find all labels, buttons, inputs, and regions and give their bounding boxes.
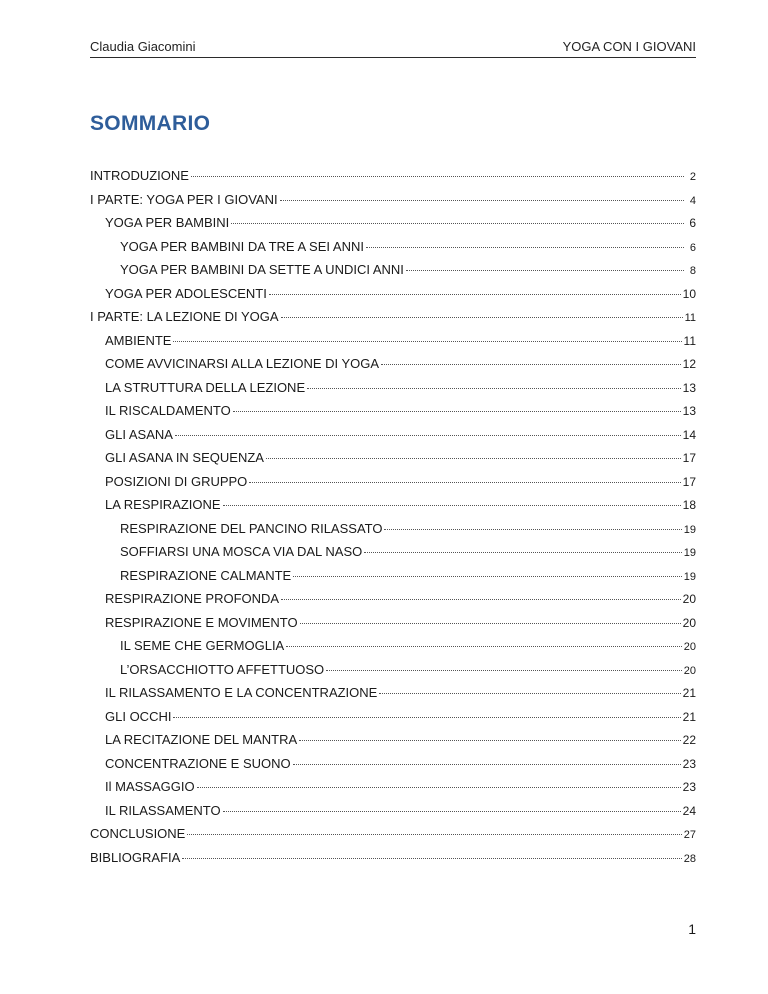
toc-entry[interactable] — [90, 239, 696, 263]
toc-dot-leader — [231, 223, 684, 224]
toc-entry-page: 17 — [682, 474, 696, 489]
toc-dot-leader — [269, 294, 681, 295]
toc-entry[interactable] — [90, 333, 696, 357]
toc-entry-page: 6 — [689, 216, 696, 230]
toc-dot-leader — [187, 834, 681, 835]
toc-entry-page: 19 — [683, 570, 696, 583]
toc-entry[interactable] — [90, 544, 696, 568]
toc-entry-label: SOFFIARSI UNA MOSCA VIA DAL NASO — [120, 544, 363, 559]
toc-entry-page: 28 — [683, 852, 696, 865]
toc-entry-page: 14 — [682, 427, 696, 442]
toc-entry[interactable] — [90, 309, 696, 333]
toc-dot-leader — [384, 529, 681, 530]
toc-dot-leader — [266, 458, 681, 459]
toc-entry[interactable] — [90, 262, 696, 286]
toc-entry-label: LA RESPIRAZIONE — [105, 497, 221, 512]
toc-entry-label: Il MASSAGGIO — [105, 779, 195, 794]
toc-entry[interactable] — [90, 192, 696, 216]
toc-dot-leader — [293, 576, 682, 577]
toc-entry-page: 20 — [682, 615, 696, 630]
toc-entry[interactable] — [90, 474, 696, 498]
toc-entry[interactable] — [90, 497, 696, 521]
toc-entry-label: RESPIRAZIONE DEL PANCINO RILASSATO — [120, 520, 383, 536]
toc-entry[interactable] — [90, 168, 696, 192]
toc-entry-label: I PARTE: LA LEZIONE DI YOGA — [90, 309, 279, 324]
toc-entry-label: L’ORSACCHIOTTO AFFETTUOSO — [120, 661, 325, 677]
toc-entry-label: YOGA PER BAMBINI — [105, 215, 230, 230]
toc-dot-leader — [381, 364, 681, 365]
toc-entry-page: 13 — [682, 380, 696, 395]
toc-entry-page: 17 — [682, 451, 696, 465]
page-number: 1 — [688, 921, 696, 937]
toc-dot-leader — [182, 858, 681, 859]
toc-entry[interactable] — [90, 662, 696, 686]
toc-entry-label: CONCLUSIONE — [90, 826, 186, 841]
toc-entry[interactable] — [90, 732, 696, 756]
toc-entry-page: 20 — [683, 641, 696, 653]
toc-dot-leader — [326, 670, 682, 671]
toc-entry-page: 23 — [682, 756, 696, 771]
toc-dot-leader — [300, 623, 681, 624]
toc-entry-label: BIBLIOGRAFIA — [90, 849, 181, 865]
toc-dot-leader — [366, 247, 684, 248]
toc-dot-leader — [406, 270, 684, 271]
toc-entry-page: 20 — [683, 664, 696, 677]
toc-dot-leader — [191, 176, 684, 177]
toc-entry-page: 24 — [682, 803, 696, 818]
toc-dot-leader — [286, 646, 682, 647]
toc-dot-leader — [173, 341, 681, 342]
toc-dot-leader — [299, 740, 680, 741]
toc-entry-page: 6 — [689, 241, 696, 254]
toc-entry[interactable] — [90, 427, 696, 451]
toc-entry-page: 19 — [683, 547, 696, 559]
toc-entry-label: I PARTE: YOGA PER I GIOVANI — [90, 191, 278, 207]
toc-entry-page: 11 — [684, 312, 696, 324]
toc-entry-page: 10 — [682, 286, 696, 301]
toc-entry[interactable] — [90, 709, 696, 733]
toc-dot-leader — [233, 411, 681, 412]
toc-entry[interactable] — [90, 591, 696, 615]
toc-entry[interactable] — [90, 356, 696, 380]
toc-entry-label: INTRODUZIONE — [90, 168, 189, 183]
toc-entry[interactable] — [90, 403, 696, 427]
toc-entry-page: 20 — [682, 592, 696, 606]
toc-dot-leader — [223, 811, 681, 812]
toc-dot-leader — [281, 599, 681, 600]
toc-entry-page: 23 — [682, 780, 696, 794]
toc-entry[interactable] — [90, 826, 696, 850]
toc-dot-leader — [281, 317, 683, 318]
toc-entry[interactable] — [90, 803, 696, 827]
toc-entry-label: IL RILASSAMENTO E LA CONCENTRAZIONE — [105, 685, 378, 700]
toc-entry-label: POSIZIONI DI GRUPPO — [105, 473, 248, 489]
toc-entry-label: LA STRUTTURA DELLA LEZIONE — [105, 379, 306, 395]
toc-entry-label: COME AVVICINARSI ALLA LEZIONE DI YOGA — [105, 356, 380, 371]
toc-entry-page: 21 — [682, 709, 696, 724]
toc-dot-leader — [379, 693, 680, 694]
toc-entry-label: IL RILASSAMENTO — [105, 802, 221, 818]
toc-entry[interactable] — [90, 615, 696, 639]
toc-entry[interactable] — [90, 215, 696, 239]
toc-entry-label: YOGA PER BAMBINI DA SETTE A UNDICI ANNI — [120, 262, 404, 277]
toc-dot-leader — [197, 787, 681, 788]
toc-entry-page: 27 — [683, 829, 696, 841]
toc-dot-leader — [293, 764, 681, 765]
toc-entry[interactable] — [90, 638, 696, 662]
toc-entry-label: GLI ASANA IN SEQUENZA — [105, 450, 264, 465]
toc-dot-leader — [173, 717, 680, 718]
toc-entry[interactable] — [90, 685, 696, 709]
toc-entry-label: GLI ASANA — [105, 426, 173, 442]
toc-entry-label: AMBIENTE — [105, 332, 172, 348]
header-author: Claudia Giacomini — [90, 39, 196, 54]
toc-entry-label: YOGA PER BAMBINI DA TRE A SEI ANNI — [120, 238, 364, 254]
toc-entry-page: 19 — [683, 523, 696, 536]
header-book-title: YOGA CON I GIOVANI — [562, 39, 696, 54]
toc-entry[interactable] — [90, 521, 696, 545]
toc-entry-label: IL SEME CHE GERMOGLIA — [120, 638, 285, 653]
toc-entry-label: RESPIRAZIONE PROFONDA — [105, 591, 280, 606]
toc-entry[interactable] — [90, 850, 696, 874]
toc-entry-page: 22 — [682, 733, 696, 747]
toc-entry-page: 8 — [689, 265, 696, 277]
toc-entry-label: RESPIRAZIONE E MOVIMENTO — [105, 614, 298, 630]
toc-entry-page: 12 — [682, 357, 696, 371]
page-header — [90, 37, 696, 58]
toc-entry-page: 18 — [682, 498, 696, 512]
toc-dot-leader — [364, 552, 682, 553]
toc-entry[interactable] — [90, 286, 696, 310]
toc-entry-label: CONCENTRAZIONE E SUONO — [105, 755, 291, 771]
toc-entry-page: 2 — [689, 171, 696, 183]
page-title: SOMMARIO — [90, 112, 211, 135]
toc-entry-page: 21 — [682, 686, 696, 700]
toc-entry-page: 4 — [689, 194, 696, 207]
toc-dot-leader — [223, 505, 681, 506]
toc-dot-leader — [249, 482, 680, 483]
toc-entry-page: 11 — [683, 333, 696, 348]
toc-dot-leader — [175, 435, 681, 436]
toc-entry-label: YOGA PER ADOLESCENTI — [105, 285, 267, 301]
toc-entry-page: 13 — [682, 404, 696, 418]
toc-entry[interactable] — [90, 450, 696, 474]
table-of-contents — [90, 168, 696, 873]
toc-entry-label: RESPIRAZIONE CALMANTE — [120, 567, 292, 583]
toc-entry-label: GLI OCCHI — [105, 708, 172, 724]
toc-entry-label: LA RECITAZIONE DEL MANTRA — [105, 732, 298, 747]
toc-dot-leader — [280, 200, 684, 201]
toc-dot-leader — [307, 388, 681, 389]
toc-entry[interactable] — [90, 756, 696, 780]
toc-entry[interactable] — [90, 568, 696, 592]
toc-entry[interactable] — [90, 779, 696, 803]
toc-entry[interactable] — [90, 380, 696, 404]
toc-entry-label: IL RISCALDAMENTO — [105, 403, 231, 418]
